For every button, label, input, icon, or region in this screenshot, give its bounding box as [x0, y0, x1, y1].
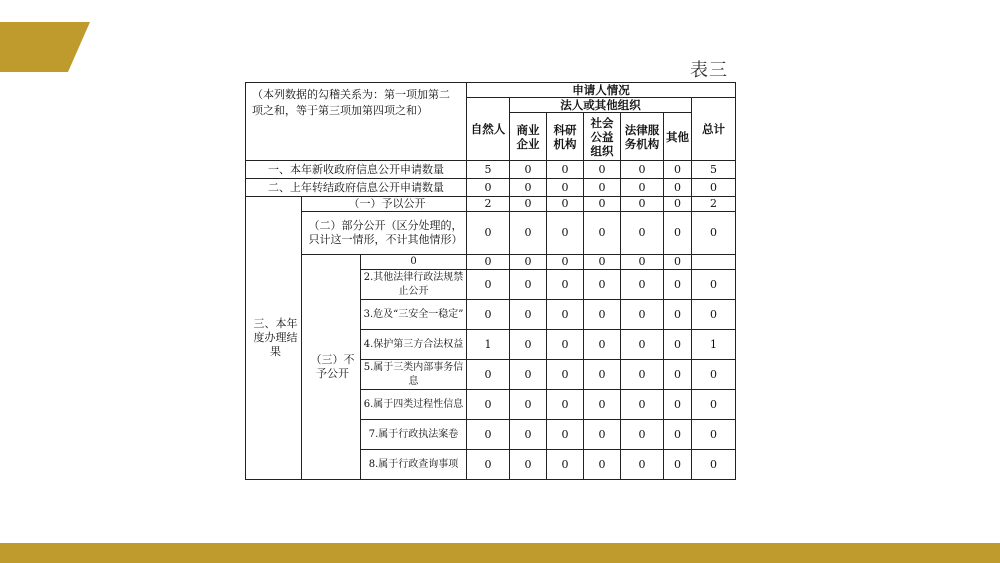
cell: 0 [547, 212, 584, 255]
table-row [246, 197, 736, 212]
cell: 0 [584, 330, 621, 360]
cell: 0 [692, 450, 736, 480]
row-label: 8.属于行政查询事项 [361, 450, 467, 480]
cell: 0 [547, 179, 584, 197]
cell: 0 [664, 270, 692, 300]
cell: 0 [547, 450, 584, 480]
cell: 0 [621, 212, 664, 255]
cell: 0 [510, 450, 547, 480]
cell: 0 [510, 300, 547, 330]
cell: 0 [584, 270, 621, 300]
header-applicant: 申请人情况 [467, 83, 736, 98]
row-label: 二、上年转结政府信息公开申请数量 [246, 179, 467, 197]
row-label: 7.属于行政执法案卷 [361, 420, 467, 450]
cell: 0 [510, 360, 547, 390]
cell: 0 [664, 390, 692, 420]
cell: 0 [467, 212, 510, 255]
cell: 0 [692, 179, 736, 197]
cell: 0 [584, 255, 621, 270]
table-row [246, 255, 736, 270]
cell: 2 [467, 197, 510, 212]
table-row [246, 179, 736, 197]
cell: 0 [510, 212, 547, 255]
cell: 0 [467, 360, 510, 390]
cell: 0 [621, 450, 664, 480]
header-note: （本列数据的勾稽关系为：第一项加第二项之和，等于第三项加第四项之和） [246, 83, 467, 161]
cell: 0 [664, 255, 692, 270]
cell: 0 [510, 255, 547, 270]
cell: 0 [467, 255, 510, 270]
cell: 0 [621, 420, 664, 450]
header-total: 总计 [692, 98, 736, 161]
row-label: 3.危及“三安全一稳定” [361, 300, 467, 330]
row-label: 0 [361, 255, 467, 270]
cell: 0 [664, 161, 692, 179]
cell: 0 [510, 270, 547, 300]
cell: 0 [692, 390, 736, 420]
cell: 0 [547, 161, 584, 179]
row-label: 一、本年新收政府信息公开申请数量 [246, 161, 467, 179]
cell: 0 [547, 390, 584, 420]
cell: 0 [547, 270, 584, 300]
cell: 0 [584, 300, 621, 330]
statistics-table [245, 82, 736, 480]
cell: 0 [621, 255, 664, 270]
cell: 0 [510, 420, 547, 450]
cell: 0 [584, 197, 621, 212]
cell: 0 [467, 390, 510, 420]
cell: 0 [692, 300, 736, 330]
cell: 0 [547, 300, 584, 330]
cell: 0 [584, 212, 621, 255]
cell: 0 [621, 300, 664, 330]
row-label: 6.属于四类过程性信息 [361, 390, 467, 420]
cell: 0 [547, 330, 584, 360]
cell: 0 [547, 420, 584, 450]
cell: 0 [621, 161, 664, 179]
cell: 0 [584, 390, 621, 420]
header-natural-person: 自然人 [467, 98, 510, 161]
cell: 0 [621, 360, 664, 390]
cell: 0 [584, 360, 621, 390]
cell: 0 [664, 420, 692, 450]
cell: 5 [467, 161, 510, 179]
cell: 0 [664, 300, 692, 330]
cell: 2 [692, 197, 736, 212]
cell: 0 [510, 330, 547, 360]
cell: 0 [664, 197, 692, 212]
header-social: 社会公益组织 [584, 113, 621, 161]
cell: 0 [547, 360, 584, 390]
header-other: 其他 [664, 113, 692, 161]
section-3-label: 三、本年度办理结果 [246, 197, 302, 480]
cell: 1 [692, 330, 736, 360]
row-label: 4.保护第三方合法权益 [361, 330, 467, 360]
cell: 0 [467, 270, 510, 300]
table-title: 表三 [690, 60, 728, 81]
row-label: 2.其他法律行政法规禁止公开 [361, 270, 467, 300]
cell: 0 [664, 212, 692, 255]
cell: 0 [692, 270, 736, 300]
cell: 0 [510, 179, 547, 197]
cell: 0 [467, 420, 510, 450]
cell: 0 [547, 197, 584, 212]
cell: 0 [584, 179, 621, 197]
bottom-bar [0, 543, 1000, 563]
cell: 5 [692, 161, 736, 179]
header-research: 科研机构 [547, 113, 584, 161]
cell: 0 [584, 161, 621, 179]
cell: 0 [584, 420, 621, 450]
cell [692, 255, 736, 270]
cell: 0 [467, 300, 510, 330]
corner-decoration [0, 22, 90, 72]
cell: 0 [692, 360, 736, 390]
table-row [246, 212, 736, 255]
cell: 0 [692, 420, 736, 450]
cell: 0 [621, 197, 664, 212]
header-legal-entity: 法人或其他组织 [510, 98, 692, 113]
cell: 0 [547, 255, 584, 270]
row-label: （二）部分公开（区分处理的，只计这一情形，不计其他情形） [302, 212, 467, 255]
row-label: （一）予以公开 [302, 197, 467, 212]
row-label: 5.属于三类内部事务信息 [361, 360, 467, 390]
cell: 0 [621, 390, 664, 420]
cell: 0 [664, 450, 692, 480]
cell: 0 [621, 330, 664, 360]
cell: 0 [467, 450, 510, 480]
cell: 0 [664, 179, 692, 197]
cell: 0 [584, 450, 621, 480]
cell: 0 [621, 179, 664, 197]
header-legal-service: 法律服务机构 [621, 113, 664, 161]
cell: 0 [664, 360, 692, 390]
cell: 0 [664, 330, 692, 360]
cell: 0 [510, 197, 547, 212]
cell: 0 [510, 390, 547, 420]
header-business: 商业企业 [510, 113, 547, 161]
cell: 0 [692, 212, 736, 255]
table-row [246, 161, 736, 179]
group-label-not-disclosed: （三）不予公开 [302, 255, 361, 480]
cell: 0 [621, 270, 664, 300]
cell: 1 [467, 330, 510, 360]
cell: 0 [467, 179, 510, 197]
cell: 0 [510, 161, 547, 179]
